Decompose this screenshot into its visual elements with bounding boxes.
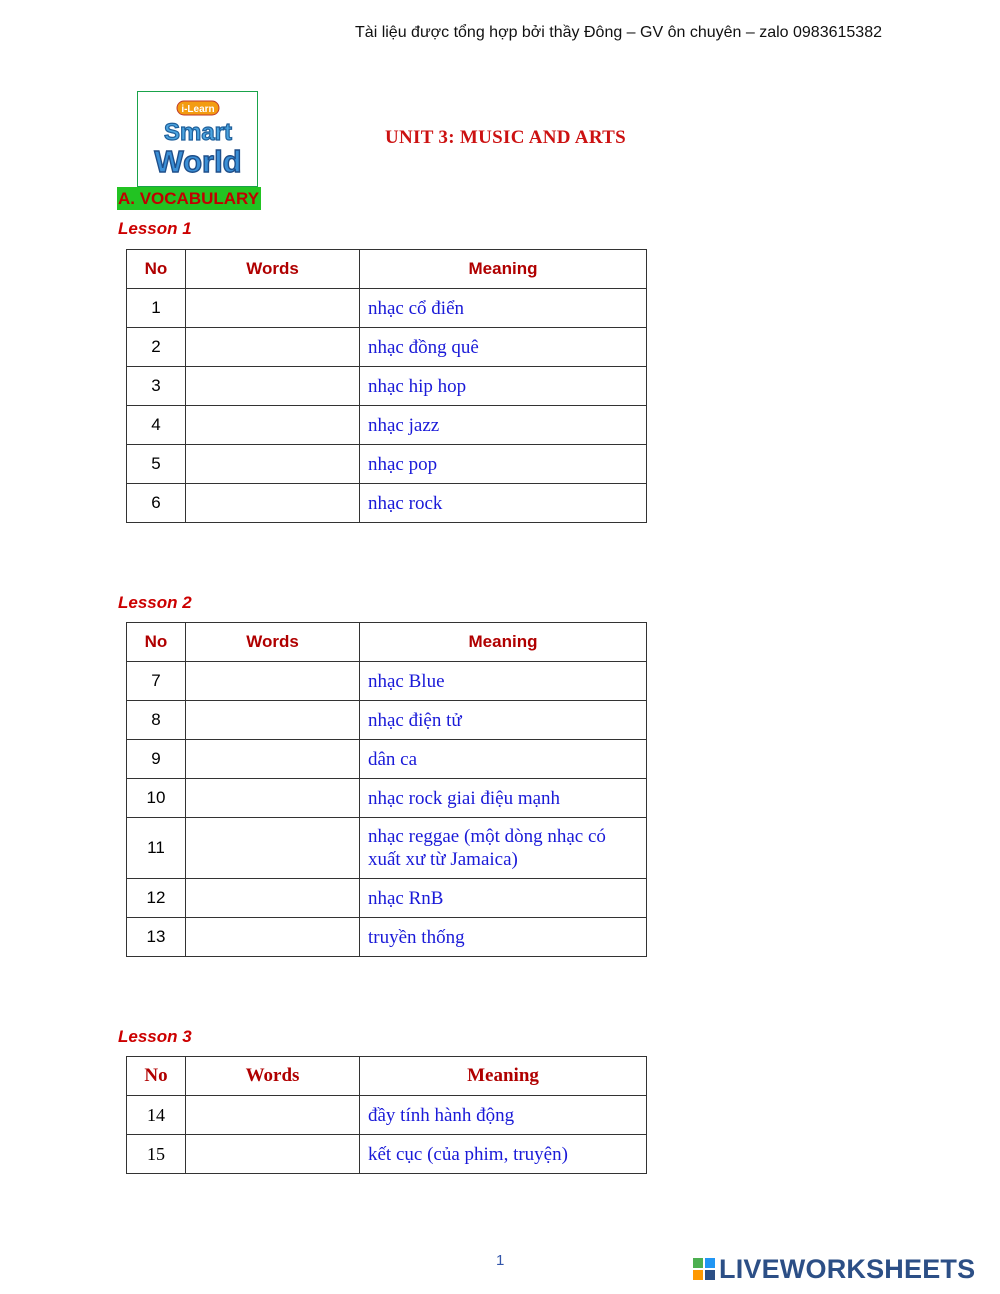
word-cell[interactable] [186, 367, 360, 406]
row-no: 1 [127, 289, 186, 328]
meaning-cell: nhạc RnB [360, 879, 647, 918]
row-no: 6 [127, 484, 186, 523]
table-row [127, 367, 647, 406]
meaning-cell: nhạc điện tử [360, 701, 647, 740]
table-header-row [127, 623, 647, 662]
brand-name: LIVEWORKSHEETS [719, 1253, 976, 1284]
row-no: 9 [127, 740, 186, 779]
row-no: 14 [127, 1096, 186, 1135]
row-no: 13 [127, 918, 186, 957]
table-row [127, 445, 647, 484]
meaning-cell: nhạc reggae (một dòng nhạc có xuất xư từ Jamaica) [360, 818, 647, 879]
lesson-1-table [126, 249, 647, 523]
table-row [127, 818, 647, 879]
word-cell[interactable] [186, 740, 360, 779]
word-cell[interactable] [186, 484, 360, 523]
section-title: A. VOCABULARY [118, 189, 260, 208]
word-cell[interactable] [186, 918, 360, 957]
word-cell[interactable] [186, 445, 360, 484]
table-row [127, 406, 647, 445]
lesson-2-table [126, 622, 647, 957]
row-no: 11 [127, 818, 186, 879]
row-no: 2 [127, 328, 186, 367]
row-no: 3 [127, 367, 186, 406]
table-header-row [127, 250, 647, 289]
row-no: 7 [127, 662, 186, 701]
meaning-cell: nhạc rock [360, 484, 647, 523]
table-row [127, 1135, 647, 1174]
smart-world-logo-image [143, 96, 253, 182]
header-note: Tài liệu được tổng hợp bởi thầy Đông – GV ôn chuyên – zalo 0983615382 [355, 24, 882, 41]
word-cell[interactable] [186, 818, 360, 879]
smart-world-logo [137, 91, 258, 187]
column-words: Words [186, 1057, 360, 1096]
word-cell[interactable] [186, 328, 360, 367]
logo-line2: Smart [163, 119, 232, 146]
page-number: 1 [496, 1252, 505, 1269]
column-no: No [127, 623, 186, 662]
logo-line3: World [153, 144, 242, 179]
column-meaning: Meaning [360, 623, 647, 662]
meaning-cell: nhạc hip hop [360, 367, 647, 406]
row-no: 10 [127, 779, 186, 818]
row-no: 8 [127, 701, 186, 740]
table-row [127, 662, 647, 701]
meaning-cell: nhạc jazz [360, 406, 647, 445]
logo-line1: i-Learn [180, 104, 215, 115]
word-cell[interactable] [186, 779, 360, 818]
meaning-cell: kết cục (của phim, truyện) [360, 1135, 647, 1174]
lesson-3-table [126, 1056, 647, 1174]
meaning-cell: đầy tính hành động [360, 1096, 647, 1135]
row-no: 15 [127, 1135, 186, 1174]
lesson-1-label: Lesson 1 [118, 219, 192, 238]
row-no: 4 [127, 406, 186, 445]
word-cell[interactable] [186, 662, 360, 701]
column-no: No [127, 1057, 186, 1096]
word-cell[interactable] [186, 289, 360, 328]
meaning-cell: truyền thống [360, 918, 647, 957]
meaning-cell: nhạc Blue [360, 662, 647, 701]
column-no: No [127, 250, 186, 289]
row-no: 5 [127, 445, 186, 484]
table-row [127, 328, 647, 367]
table-row [127, 740, 647, 779]
table-row [127, 701, 647, 740]
meaning-cell: nhạc đồng quê [360, 328, 647, 367]
table-row [127, 918, 647, 957]
table-row [127, 289, 647, 328]
table-row [127, 1096, 647, 1135]
word-cell[interactable] [186, 406, 360, 445]
liveworksheets-logo-icon [693, 1258, 715, 1280]
meaning-cell: nhạc pop [360, 445, 647, 484]
meaning-cell: nhạc cổ điển [360, 289, 647, 328]
word-cell[interactable] [186, 879, 360, 918]
column-words: Words [186, 623, 360, 662]
unit-title: UNIT 3: MUSIC AND ARTS [385, 127, 627, 148]
table-row [127, 779, 647, 818]
lesson-2-label: Lesson 2 [118, 593, 192, 612]
word-cell[interactable] [186, 1096, 360, 1135]
table-row [127, 879, 647, 918]
column-meaning: Meaning [360, 1057, 647, 1096]
word-cell[interactable] [186, 701, 360, 740]
column-words: Words [186, 250, 360, 289]
liveworksheets-brand[interactable] [693, 1254, 975, 1284]
table-row [127, 484, 647, 523]
lesson-3-label: Lesson 3 [118, 1027, 192, 1046]
table-header-row [127, 1057, 647, 1096]
column-meaning: Meaning [360, 250, 647, 289]
word-cell[interactable] [186, 1135, 360, 1174]
row-no: 12 [127, 879, 186, 918]
meaning-cell: nhạc rock giai điệu mạnh [360, 779, 647, 818]
meaning-cell: dân ca [360, 740, 647, 779]
